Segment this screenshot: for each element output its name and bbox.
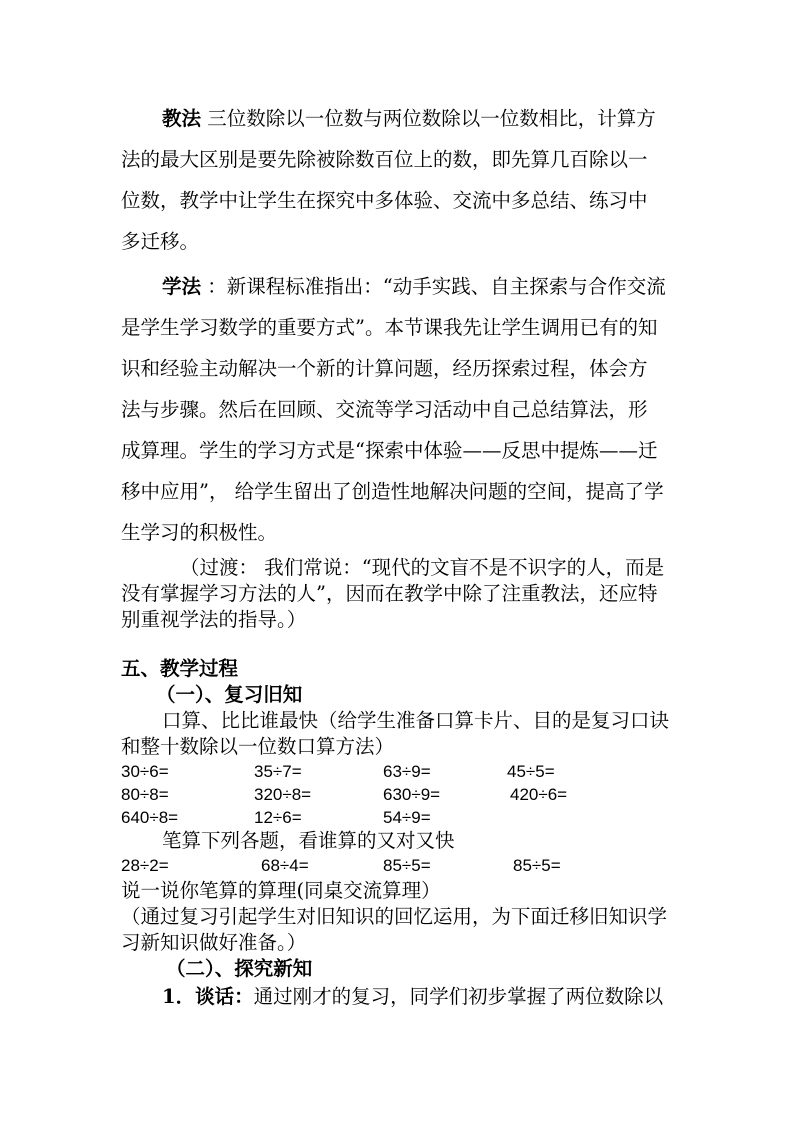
talk-label: 1．谈话： xyxy=(162,985,254,1008)
explain-line: 说一说你笔算的算理(同桌交流算理） xyxy=(121,879,441,902)
oral-row-2 xyxy=(121,783,681,807)
subsection-review: （一）、复习旧知 xyxy=(156,683,303,706)
learning-method-line-7: 生学习的积极性。 xyxy=(121,521,278,544)
review-note-line-1: （通过复习引起学生对旧知识的回忆运用，为下面迁移旧知识学 xyxy=(121,905,668,928)
transition-line-1: （过渡： 我们常说：“现代的文盲不是不识字的人，而是 xyxy=(180,556,665,579)
review-note-line-2: 习新知识做好准备。） xyxy=(121,931,307,954)
oral-problem: 420÷6= xyxy=(510,785,568,804)
oral-intro-line-2: 和整十数除以一位数口算方法） xyxy=(121,735,395,758)
learning-method-text: ：新课程标准指出：“动手实践、自主探索与合作交流 xyxy=(207,275,666,298)
transition-line-2: 没有掌握学习方法的人”，因而在教学中除了注重教法，还应特 xyxy=(121,582,658,605)
written-row xyxy=(121,854,681,878)
teaching-method-heading: 教法 xyxy=(162,107,202,130)
oral-problem: 30÷6= xyxy=(121,762,169,781)
learning-method-line-4: 法与步骤。然后在回顾、交流等学习活动中自己总结算法，形 xyxy=(121,398,648,421)
oral-row-3 xyxy=(121,806,681,830)
written-intro: 笔算下列各题，看谁算的又对又快 xyxy=(162,829,455,852)
oral-intro-line-1: 口算、比比谁最快（给学生准备口算卡片、目的是复习口诀 xyxy=(162,709,670,732)
talk-line xyxy=(162,985,663,1009)
learning-method-line-2: 是学生学习数学的重要方式”。本节课我先让学生调用已有的知 xyxy=(121,316,658,339)
written-problem: 85÷5= xyxy=(383,856,431,875)
learning-method-line-1 xyxy=(162,275,666,299)
learning-method-heading: 学法 xyxy=(162,275,202,298)
subsection-explore: （二）、探究新知 xyxy=(166,957,313,980)
talk-text: 通过刚才的复习，同学们初步掌握了两位数除以 xyxy=(253,985,664,1008)
teaching-method-text: 三位数除以一位数与两位数除以一位数相比，计算方 xyxy=(207,107,656,130)
learning-method-line-6: 移中应用”， 给学生留出了创造性地解决问题的空间，提高了学 xyxy=(121,480,664,503)
written-problem: 68÷4= xyxy=(261,856,309,875)
oral-problem: 54÷9= xyxy=(383,808,431,827)
oral-problem: 63÷9= xyxy=(383,762,431,781)
learning-method-line-3: 识和经验主动解决一个新的计算问题，经历探索过程，体会方 xyxy=(121,357,648,380)
oral-problem: 12÷6= xyxy=(254,808,302,827)
learning-method-line-5: 成算理。学生的学习方式是“探索中体验——反思中提炼——迁 xyxy=(121,439,658,462)
teaching-method-line-4: 多迁移。 xyxy=(121,230,200,253)
oral-problem: 640÷8= xyxy=(121,808,179,827)
oral-problem: 80÷8= xyxy=(121,785,169,804)
oral-problem: 320÷8= xyxy=(254,785,312,804)
oral-problem: 630÷9= xyxy=(383,785,441,804)
oral-row-1 xyxy=(121,760,681,784)
written-problem: 85÷5= xyxy=(513,856,561,875)
written-problem: 28÷2= xyxy=(121,856,169,875)
transition-line-3: 别重视学法的指导。） xyxy=(121,608,307,631)
teaching-method-line-3: 位数，教学中让学生在探究中多体验、交流中多总结、练习中 xyxy=(121,189,648,212)
teaching-method-line-2: 法的最大区别是要先除被除数百位上的数，即先算几百除以一 xyxy=(121,148,648,171)
oral-problem: 35÷7= xyxy=(254,762,302,781)
section-title: 五、教学过程 xyxy=(121,657,239,680)
oral-problem: 45÷5= xyxy=(507,762,555,781)
teaching-method-line-1 xyxy=(162,107,656,131)
